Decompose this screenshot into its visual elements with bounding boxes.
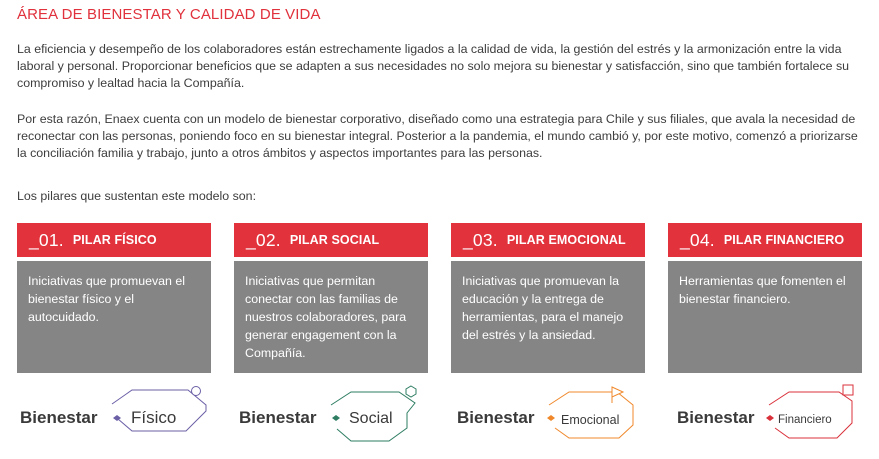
pillar-number: _01. — [29, 229, 64, 250]
pillar-description: Iniciativas que promuevan el bienestar físico y el autocuidado. — [17, 261, 211, 373]
model-paragraph: Por esta razón, Enaex cuenta con un modelo de bienestar corporativo, diseñado como una estrategia para Chile y sus filiales, que avala la necesidad de reconectar con las personas, poniendo foco en su bienestar integral. Posterior a la pandemia, el mundo cambió y, por este motivo, comenzó a priorizarse la conciliación familia y trabajo, junto a otros ámbitos y aspectos importantes para las personas. — [17, 112, 858, 160]
logo-word: Bienestar — [677, 408, 755, 427]
logo-word: Bienestar — [20, 408, 98, 427]
logo-subtitle: Financiero — [778, 414, 832, 426]
pillar-header — [668, 223, 862, 257]
logo-subtitle: Social — [349, 410, 393, 427]
section-title: ÁREA DE BIENESTAR Y CALIDAD DE VIDA — [17, 6, 321, 23]
pillar-number: _02. — [246, 229, 281, 250]
pillars-lead-paragraph: Los pilares que sustentan este modelo son: — [17, 189, 257, 203]
intro-paragraph: La eficiencia y desempeño de los colaboradores están estrechamente ligados a la calidad de vida, la gestión del estrés y la armonización entre la vida laboral y personal. Proporcionar beneficios que se adapten a sus necesidades no solo mejora su bienestar y satisfacción, sino que también fortalece su compromiso y lealtad hacia la Compañía. — [17, 42, 850, 90]
pillar-card-fisico — [17, 223, 211, 373]
pillar-name: PILAR EMOCIONAL — [506, 233, 626, 247]
logo-word: Bienestar — [457, 408, 535, 427]
pillar-name: PILAR FINANCIERO — [723, 233, 845, 247]
pillar-header — [17, 223, 211, 257]
pillar-number: _03. — [463, 229, 498, 250]
pillar-number: _04. — [680, 229, 715, 250]
pillar-description: Herramientas que fomenten el bienestar financiero. — [668, 261, 862, 373]
logo-bienestar-fisico — [20, 383, 220, 453]
pillar-card-financiero — [668, 223, 862, 373]
pillar-header — [451, 223, 645, 257]
pillar-header — [234, 223, 428, 257]
logo-word: Bienestar — [239, 408, 317, 427]
logo-bienestar-emocional — [457, 383, 657, 453]
logo-subtitle: Emocional — [561, 413, 620, 427]
pillar-name: PILAR SOCIAL — [289, 233, 380, 247]
logo-subtitle: Físico — [131, 408, 177, 427]
logo-bienestar-social — [239, 383, 439, 453]
pillar-description: Iniciativas que promuevan la educación y la entrega de herramientas, para el manejo del estrés y la ansiedad. — [451, 261, 645, 373]
pillar-card-emocional — [451, 223, 645, 373]
pillar-description: Iniciativas que permitan conectar con las familias de nuestros colaboradores, para generar engagement con la Compañía. — [234, 261, 428, 373]
pillar-name: PILAR FÍSICO — [72, 233, 157, 247]
logo-bienestar-financiero — [677, 383, 877, 453]
pillar-card-social — [234, 223, 428, 373]
